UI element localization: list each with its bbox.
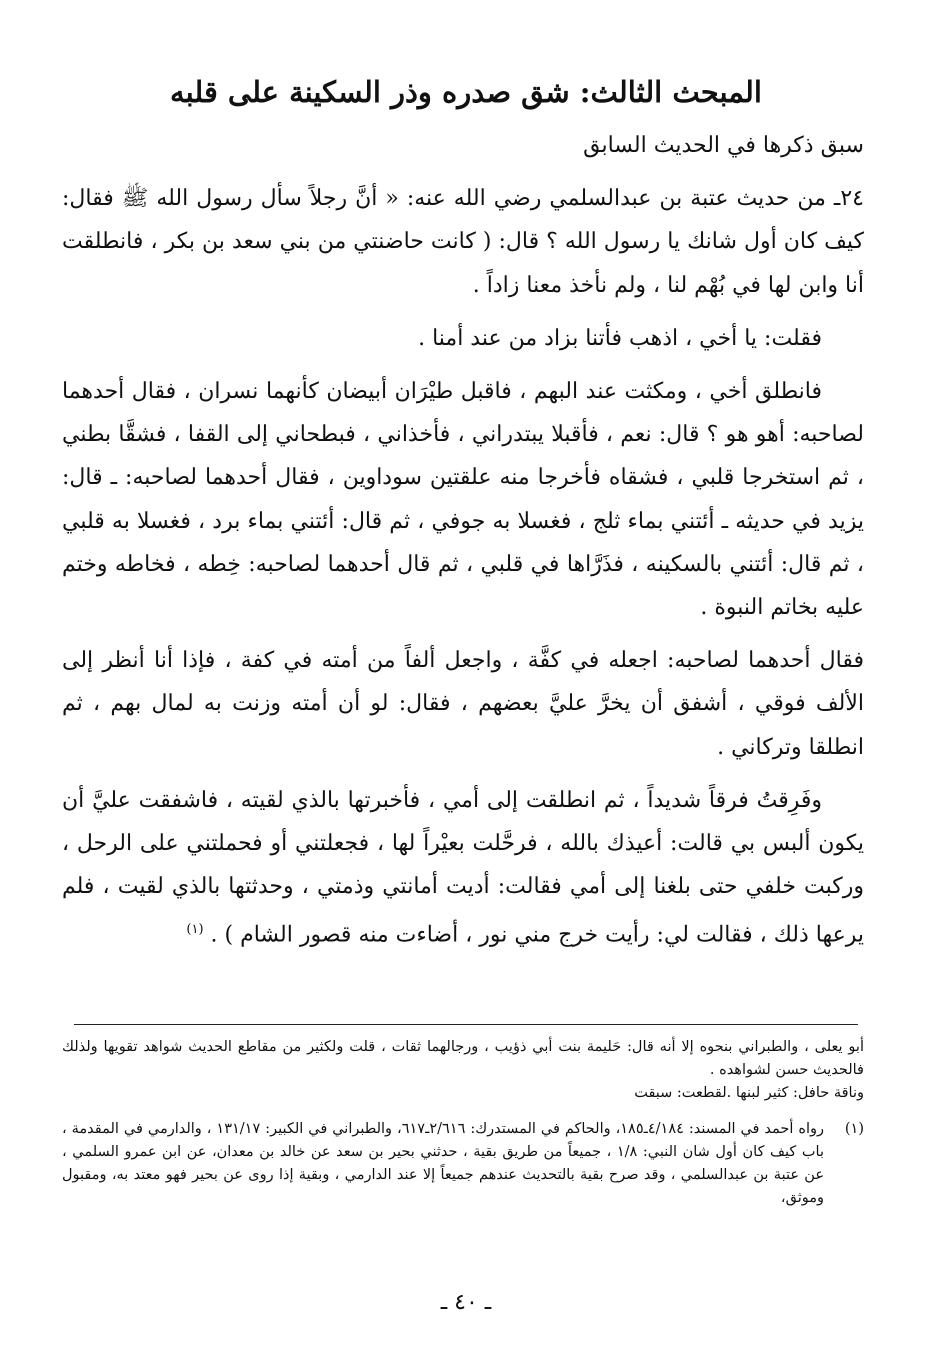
paragraph: سبق ذكرها في الحديث السابق — [583, 133, 864, 158]
paragraph-text: وفَرِقتُ فرقاً شديداً ، ثم انطلقت إلى أمي ، فأخبرتها بالذي لقيته ، فاشفقت عليَّ أن يكون ألبس بي قالت: أعيذك بالله ، فرحَّلت بعيْراً لها ، فجعلتني أو فحملتني على الرحل ، وركبت خلفي حتى بلغنا إلى أمي فقالت: أديت أمانتي وذمتي ، وحدثتها بالذي لقيت ، فلم يرعها ذلك ، فقالت لي: رأيت خرج مني نور ، أضاءت منه قصور الشام ) . — [62, 787, 864, 948]
footnote-1 — [62, 1118, 864, 1209]
chapter-title: المبحث الثالث: شق صدره وذر السكينة على قلبه — [170, 75, 762, 109]
main-text — [62, 124, 864, 967]
paragraph: فقال أحدهما لصاحبه: اجعله في كفَّة ، واجعل ألفاً من أمته في كفة ، فإذا أنا أنظر إلى الألف فوقي ، أشفق أن يخرَّ عليَّ بعضهم ، فقال: لو أن أمته وزنت به لمال بهم ، ثم انطلقا وتركاني . — [62, 648, 864, 760]
footnotes — [62, 1036, 864, 1210]
note-continued: أبو يعلى ، والطبراني بنحوه إلا أنه قال: حَليمة بنت أبي ذؤيب ، ورجالهما ثقات ، قلت ولكثير من مقاطع الحديث شواهد تقويها ولذلك فالحديث حسن لشواهده . — [62, 1039, 864, 1078]
paragraph: فقلت: يا أخي ، اذهب فأتنا بزاد من عند أمنا . — [418, 325, 822, 351]
footnote-marker: (١) — [186, 922, 204, 938]
footnote-separator — [74, 1024, 858, 1025]
footnote-number: (١) — [844, 1121, 864, 1138]
paragraph: ٢٤ـ من حديث عتبة بن عبدالسلمي رضي الله عنه: « أنَّ رجلاً سأل رسول الله ﷺ فقال: كيف كان أول شانك يا رسول الله ؟ قال: ( كانت حاضنتي من بني سعد بن بكر ، فانطلقت أنا وابن لها في بُهْم لنا ، ولم نأخذ معنا زاداً . — [62, 186, 864, 298]
footnote-text: رواه أحمد في المسند: ٤/١٨٤ـ١٨٥، والحاكم في المستدرك: ٢/٦١٦ـ٦١٧، والطبراني في الكبير: ١٣١/١٧ ، والدارمي في المقدمة ، باب كيف كان أول شان النبي: ١/٨ ، جميعاً من طريق بقية ، حدثني بحير بن سعد عن خالد بن معدان، عن ابن عمرو السلمي ، عن عتبة بن عبدالسلمي ، وقد صرح بقية بالتحديث عندهم جميعاً إلا عند الدارمي ، وبقية إذا روى عن بحير فهو معتد به، ومقبول وموثق، — [62, 1121, 824, 1206]
page-number: ـ ٤٠ ـ — [440, 1290, 492, 1315]
paragraph-with-footnote — [62, 779, 864, 957]
paragraph: فانطلق أخي ، ومكثت عند البهم ، فاقبل طيْرَان أبيضان كأنهما نسران ، فقال أحدهما لصاحبه: أهو هو ؟ قال: نعم ، فأقبلا يبتدراني ، فأخذاني ، فبطحاني إلى القفا ، فشقَّا بطني ، ثم استخرجا قلبي ، فشقاه فأخرجا منه علقتين سوداوين ، فقال أحدهما لصاحبه: ـ قال: يزيد في حديثه ـ أئتني بماء ثلج ، فغسلا به جوفي ، ثم قال: أئتني بماء برد ، فغسلا به قلبي ، ثم قال: أئتني بالسكينه ، فذَرَّاها في قلبي ، ثم قال أحدهما لصاحبه: خِطه ، فخاطه وختم عليه بخاتم النبوة . — [62, 379, 864, 621]
note-continued: وناقة حافل: كثير لبنها .لقطعت: سبقت — [634, 1084, 864, 1101]
